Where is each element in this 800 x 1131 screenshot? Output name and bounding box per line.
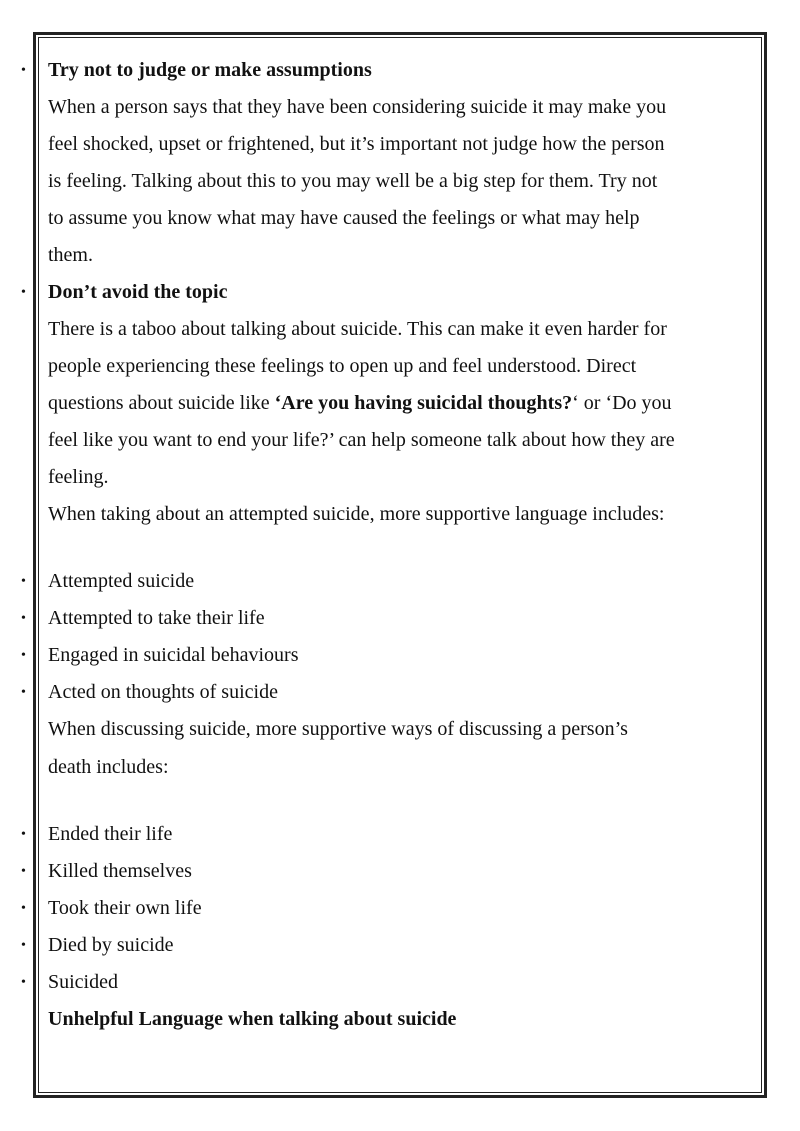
questions-bold: ‘Are you having suicidal thoughts? xyxy=(274,392,573,414)
list-item: Acted on thoughts of suicide xyxy=(48,681,278,703)
bullet-marker: • xyxy=(21,938,26,953)
paragraph-line xyxy=(48,392,672,414)
paragraph-line: When discussing suicide, more supportive ways of discussing a person’s xyxy=(48,718,628,740)
list-item: Killed themselves xyxy=(48,860,192,882)
paragraph-line: When a person says that they have been considering suicide it may make you xyxy=(48,96,667,118)
paragraph-line: to assume you know what may have caused the feelings or what may help xyxy=(48,207,640,229)
section-heading: Unhelpful Language when talking about suicide xyxy=(48,1008,457,1030)
bullet-marker: • xyxy=(21,285,26,300)
section-heading: Try not to judge or make assumptions xyxy=(48,59,372,81)
list-item: Engaged in suicidal behaviours xyxy=(48,644,299,666)
paragraph-line: feeling. xyxy=(48,466,109,488)
paragraph-line: death includes: xyxy=(48,756,169,778)
list-item: Suicided xyxy=(48,971,118,993)
bullet-marker: • xyxy=(21,827,26,842)
bullet-marker: • xyxy=(21,63,26,78)
paragraph-line: There is a taboo about talking about suicide. This can make it even harder for xyxy=(48,318,667,340)
bullet-marker: • xyxy=(21,611,26,626)
bullet-marker: • xyxy=(21,574,26,589)
questions-prefix: questions about suicide like xyxy=(48,392,275,414)
paragraph-line: people experiencing these feelings to open up and feel understood. Direct xyxy=(48,355,637,377)
list-item: Attempted to take their life xyxy=(48,607,265,629)
paragraph-line: feel shocked, upset or frightened, but it’s important not judge how the person xyxy=(48,133,665,155)
bullet-marker: • xyxy=(21,901,26,916)
bullet-marker: • xyxy=(21,864,26,879)
list-item: Ended their life xyxy=(48,823,173,845)
bullet-marker: • xyxy=(21,685,26,700)
list-item: Took their own life xyxy=(48,897,202,919)
paragraph-line: When taking about an attempted suicide, more supportive language includes: xyxy=(48,503,665,525)
paragraph-line: feel like you want to end your life?’ can help someone talk about how they are xyxy=(48,429,675,451)
section-heading: Don’t avoid the topic xyxy=(48,281,228,303)
bullet-marker: • xyxy=(21,975,26,990)
paragraph-line: them. xyxy=(48,244,93,266)
questions-suffix: ‘ or ‘Do you xyxy=(572,392,672,414)
bullet-marker: • xyxy=(21,648,26,663)
list-item: Died by suicide xyxy=(48,934,174,956)
list-item: Attempted suicide xyxy=(48,570,195,592)
paragraph-line: is feeling. Talking about this to you may well be a big step for them. Try not xyxy=(48,170,658,192)
